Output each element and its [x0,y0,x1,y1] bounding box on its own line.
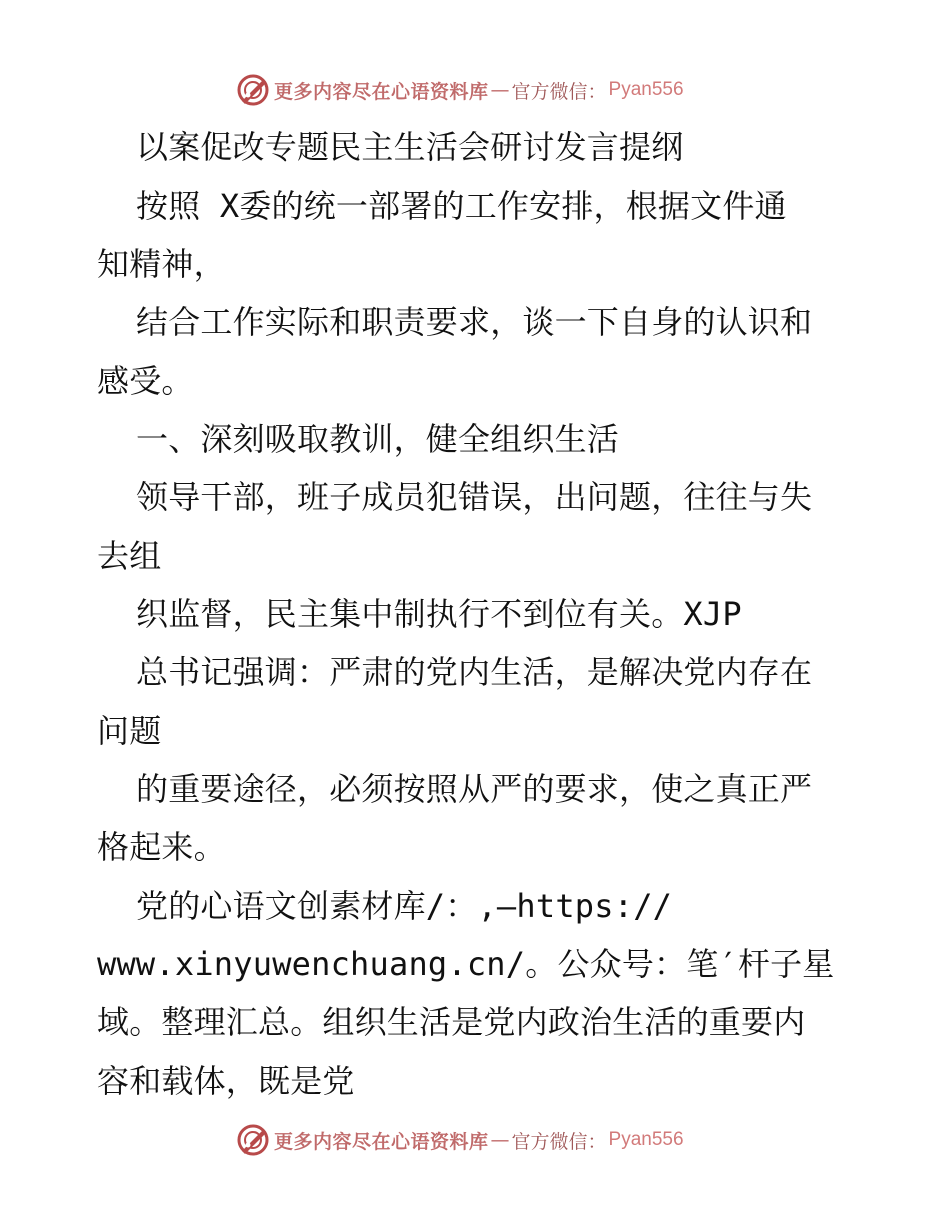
document-line: 问题 [97,712,162,750]
document-line: 织监督，民主集中制执行不到位有关。XJP [136,595,742,633]
footer-wechat-id: Pyan556 [608,1129,684,1150]
document-line: www.xinyuwenchuang.cn/。公众号：笔′杆子星 [97,945,835,983]
document-line: 知精神， [97,245,226,283]
brand-logo-icon [236,1123,270,1157]
document-line: 党的心语文创素材库/：,—https:// [136,887,673,925]
document-line: 感受。 [97,362,194,400]
document-title: 以案促改专题民主生活会研讨发言提纲 [136,128,684,166]
brand-logo-icon [236,73,270,107]
section-heading: 一、深刻吸取教训，健全组织生活 [136,420,620,458]
document-line: 总书记强调：严肃的党内生活，是解决党内存在 [136,653,813,691]
header-watermark-banner [236,72,684,108]
document-line: 格起来。 [97,828,226,866]
footer-watermark-banner [236,1122,684,1158]
document-line: 领导干部，班子成员犯错误，出问题，往往与失 [136,478,813,516]
header-banner-dash: — [490,79,510,101]
document-line: 的重要途径，必须按照从严的要求，使之真正严 [136,770,813,808]
header-wechat-label: 官方微信： [511,80,607,103]
document-line: 按照 X委的统一部署的工作安排，根据文件通 [136,187,787,225]
document-line: 去组 [97,537,162,575]
footer-banner-dash: — [490,1129,510,1151]
document-line: 域。整理汇总。组织生活是党内政治生活的重要内 [97,1003,806,1041]
document-line: 结合工作实际和职责要求，谈一下自身的认识和 [136,303,813,341]
footer-banner-text: 更多内容尽在心语资料库 [274,1130,489,1153]
footer-wechat-label: 官方微信： [511,1130,607,1153]
header-wechat-id: Pyan556 [608,79,684,100]
document-line: 容和载体，既是党 [97,1062,355,1100]
header-banner-text: 更多内容尽在心语资料库 [274,80,489,103]
